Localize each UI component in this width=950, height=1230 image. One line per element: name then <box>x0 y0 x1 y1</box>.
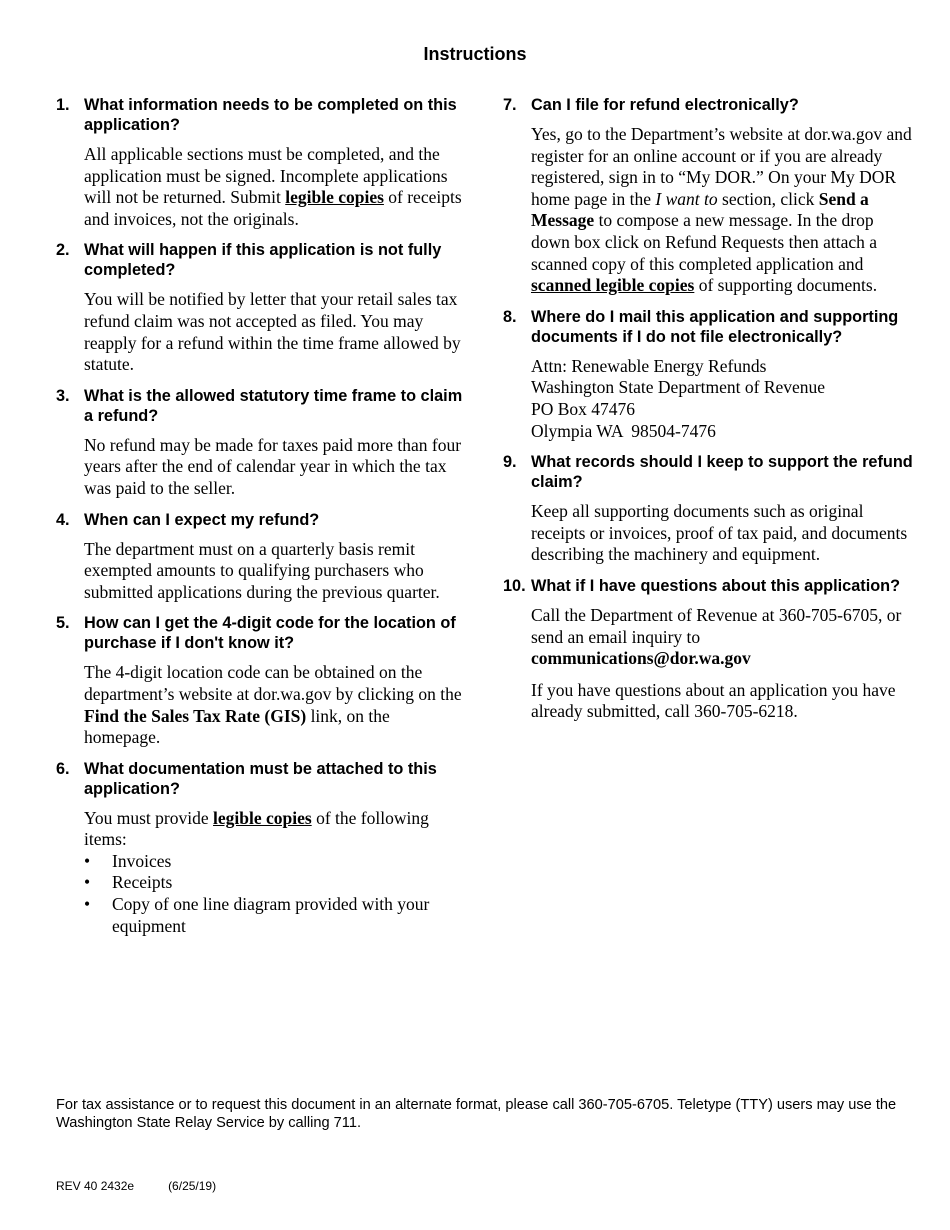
list-item: • Invoices <box>56 851 468 873</box>
question-text: How can I get the 4-digit code for the location of purchase if I don't know it? <box>84 614 456 653</box>
question-5 <box>56 613 468 653</box>
question-1 <box>56 95 468 135</box>
faq-item-2 <box>56 240 468 375</box>
question-6 <box>56 759 468 799</box>
documentation-list <box>56 851 468 937</box>
answer-9: Keep all supporting documents such as original receipts or invoices, proof of tax paid, and documents describing the machinery and equipment. <box>531 501 908 565</box>
answer-2: You will be notified by letter that your retail sales tax refund claim was not accepted as filed. You may reapply for a refund within the time frame allowed by statute. <box>84 289 461 375</box>
question-9 <box>503 452 915 492</box>
answer-text: Call the Department of Revenue at 360-705-6705, or send an email inquiry to <box>531 604 902 647</box>
left-column <box>56 95 468 947</box>
question-number: 1. <box>56 96 70 114</box>
faq-item-10 <box>503 576 915 723</box>
list-item: • Copy of one line diagram provided with your equipment <box>56 894 468 937</box>
question-number: 7. <box>503 96 517 114</box>
emphasis-text: legible copies <box>213 807 312 828</box>
question-text: What if I have questions about this application? <box>531 576 901 595</box>
answer-4: The department must on a quarterly basis remit exempted amounts to qualifying purchasers who submitted applications during the previous quarter. <box>84 538 440 602</box>
answer-5 <box>84 662 468 748</box>
question-number: 5. <box>56 614 70 633</box>
answer-7 <box>531 124 915 297</box>
answer-text: section, click <box>717 188 819 209</box>
question-number: 6. <box>56 759 70 778</box>
footer-note: For tax assistance or to request this document in an alternate format, please call 360-705-6705. Teletype (TTY) users may use the Washington State Relay Service by calling 711. <box>56 1097 897 1131</box>
address-line: PO Box 47476 <box>531 398 636 419</box>
question-text: Where do I mail this application and supporting documents if I do not file electronically? <box>531 307 899 346</box>
answer-text: of supporting documents. <box>694 275 878 296</box>
emphasis-text: scanned legible copies <box>531 275 695 296</box>
question-text: What records should I keep to support the refund claim? <box>531 453 913 492</box>
question-text: What is the allowed statutory time frame to claim a refund? <box>84 386 463 425</box>
faq-item-5 <box>56 613 468 748</box>
documentation-list-wrap <box>84 851 468 937</box>
address-line: Washington State Department of Revenue <box>531 377 826 398</box>
question-number: 10. <box>503 576 526 595</box>
emphasis-text: legible copies <box>285 187 384 208</box>
question-3 <box>56 386 468 426</box>
answer-text: Yes, go to the Department’s website at dor.wa.gov and register for an online account or if you are already registered, sign in to “My DOR.” On your My DOR home page in the <box>531 124 912 209</box>
question-number: 3. <box>56 386 70 405</box>
answer-3: No refund may be made for taxes paid more than four years after the end of calendar year in which the tax was paid to the seller. <box>84 434 462 498</box>
answer-1 <box>84 144 468 230</box>
question-10 <box>503 576 915 596</box>
answer-text: You must provide <box>84 807 214 828</box>
answer-text: link, on the homepage. <box>84 705 390 748</box>
faq-item-8 <box>503 307 915 442</box>
address-line: Attn: Renewable Energy Refunds <box>531 355 767 376</box>
form-number <box>56 1179 216 1193</box>
question-number: 4. <box>56 510 70 529</box>
list-item: • Receipts <box>56 872 468 894</box>
question-number: 9. <box>503 453 517 472</box>
answer-10 <box>531 605 915 670</box>
answer-intro <box>84 808 468 851</box>
answer-text: All applicable sections must be completed, and the application must be signed. Incomplete applications will not be returned. Submit <box>84 144 448 208</box>
question-text: When can I expect my refund? <box>84 510 320 529</box>
question-4 <box>56 510 468 530</box>
answer-text: of receipts and invoices, not the originals. <box>84 187 462 229</box>
question-number: 8. <box>503 307 517 326</box>
answer-text: The 4-digit location code can be obtained on the department’s website at dor.wa.gov by clicking on the <box>84 662 462 704</box>
question-number: 2. <box>56 241 70 260</box>
question-7 <box>503 95 915 115</box>
emphasis-text: Send a Message <box>531 188 869 231</box>
faq-item-9 <box>503 452 915 566</box>
answer-text: of the following items: <box>84 807 429 850</box>
faq-item-3 <box>56 386 468 500</box>
answer-6 <box>84 808 468 851</box>
question-text: Can I file for refund electronically? <box>531 96 799 114</box>
question-2 <box>56 240 468 280</box>
question-8 <box>503 307 915 347</box>
address-line: Olympia WA 98504-7476 <box>531 420 716 441</box>
question-text: What will happen if this application is not fully completed? <box>84 241 442 280</box>
emphasis-text: Find the Sales Tax Rate (GIS) <box>84 705 307 726</box>
faq-item-4 <box>56 510 468 604</box>
mailing-address <box>531 356 915 442</box>
faq-item-6 <box>56 759 468 938</box>
form-date: (6/25/19) <box>168 1179 217 1193</box>
question-text: What information needs to be completed on this application? <box>84 96 457 134</box>
emphasis-text: I want to <box>655 188 718 209</box>
contact-email: communications@dor.wa.gov <box>531 648 751 669</box>
question-text: What documentation must be attached to this application? <box>84 759 437 798</box>
right-column <box>503 95 915 733</box>
answer-text: to compose a new message. In the drop down box click on Refund Requests then attach a scanned copy of this completed application and <box>531 210 878 274</box>
faq-item-7 <box>503 95 915 297</box>
faq-item-1 <box>56 95 468 230</box>
form-id: REV 40 2432e <box>56 1179 135 1193</box>
page-title: Instructions <box>423 44 527 64</box>
answer-10-followup: If you have questions about an application you have already submitted, call 360-705-6218. <box>531 679 896 722</box>
